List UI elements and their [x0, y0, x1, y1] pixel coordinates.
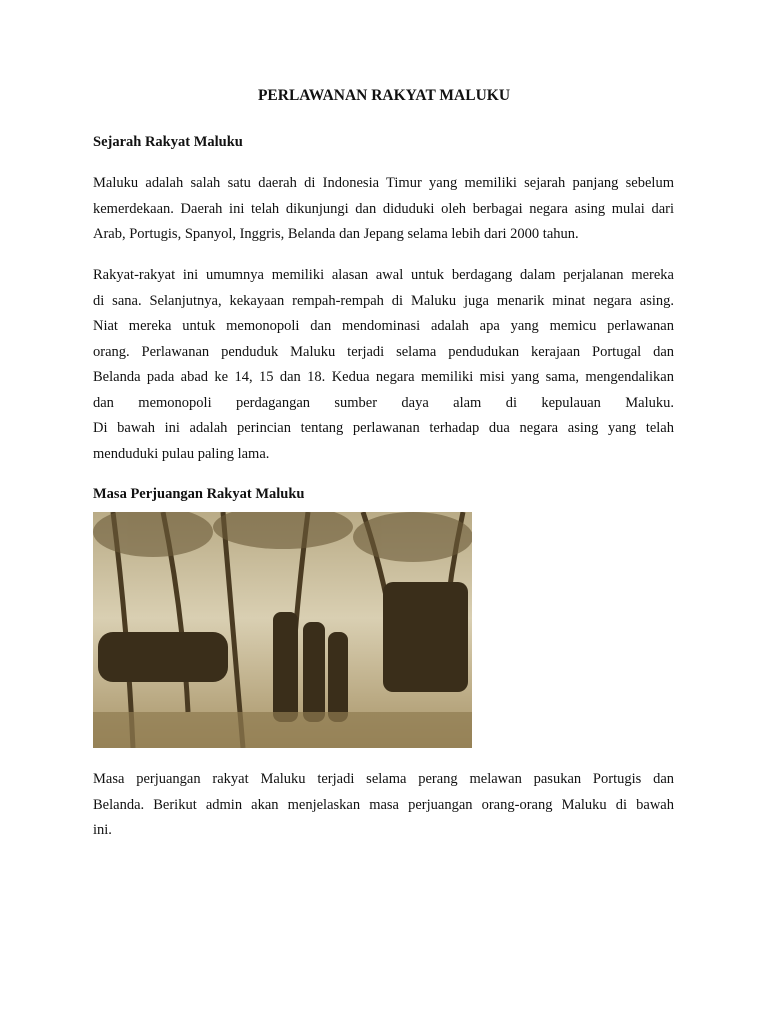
text-line: Di bawah ini adalah perincian tentang perlawanan terhadap dua negara asing yang telah: [93, 420, 674, 436]
text-line: Rakyat-rakyat ini umumnya memiliki alasan awal untuk berdagang dalam perjalanan mereka: [93, 267, 674, 283]
text-line: Belanda. Berikut admin akan menjelaskan masa perjuangan orang-orang Maluku di bawah: [93, 796, 674, 813]
battle-illustration: [93, 512, 472, 748]
text-line: orang. Perlawanan penduduk Maluku terjadi selama pendudukan kerajaan Portugal dan: [93, 343, 674, 360]
paragraph-struggle: [93, 767, 674, 844]
text-line: menduduki pulau paling lama.: [93, 445, 270, 462]
text-line: di sana. Selanjutnya, kekayaan rempah-rempah di Maluku juga menarik minat negara asing.: [93, 292, 674, 309]
section-heading-sejarah: Sejarah Rakyat Maluku: [93, 134, 243, 150]
text-line: Belanda pada abad ke 14, 15 dan 18. Kedua negara memiliki misi yang sama, mengendalikan: [93, 369, 674, 385]
paragraph-history: [93, 263, 674, 467]
document-title: PERLAWANAN RAKYAT MALUKU: [257, 87, 511, 104]
text-line: Arab, Portugis, Spanyol, Inggris, Belanda dan Jepang selama lebih dari 2000 tahun.: [93, 226, 579, 242]
text-line: kemerdekaan. Daerah ini telah dikunjungi dan diduduki oleh berbagai negara asing mulai dari: [93, 200, 674, 217]
paragraph-intro: [93, 171, 674, 248]
text-line: Maluku adalah salah satu daerah di Indonesia Timur yang memiliki sejarah panjang sebelum: [93, 175, 674, 191]
section-heading-masa-perjuangan: Masa Perjuangan Rakyat Maluku: [93, 486, 305, 502]
text-line: dan memonopoli perdagangan sumber daya alam di kepulauan Maluku.: [93, 394, 674, 411]
text-line: ini.: [93, 822, 112, 838]
text-line: Niat mereka untuk memonopoli dan mendominasi adalah apa yang memicu perlawanan: [93, 318, 674, 334]
text-line: Masa perjuangan rakyat Maluku terjadi selama perang melawan pasukan Portugis dan: [93, 771, 674, 787]
